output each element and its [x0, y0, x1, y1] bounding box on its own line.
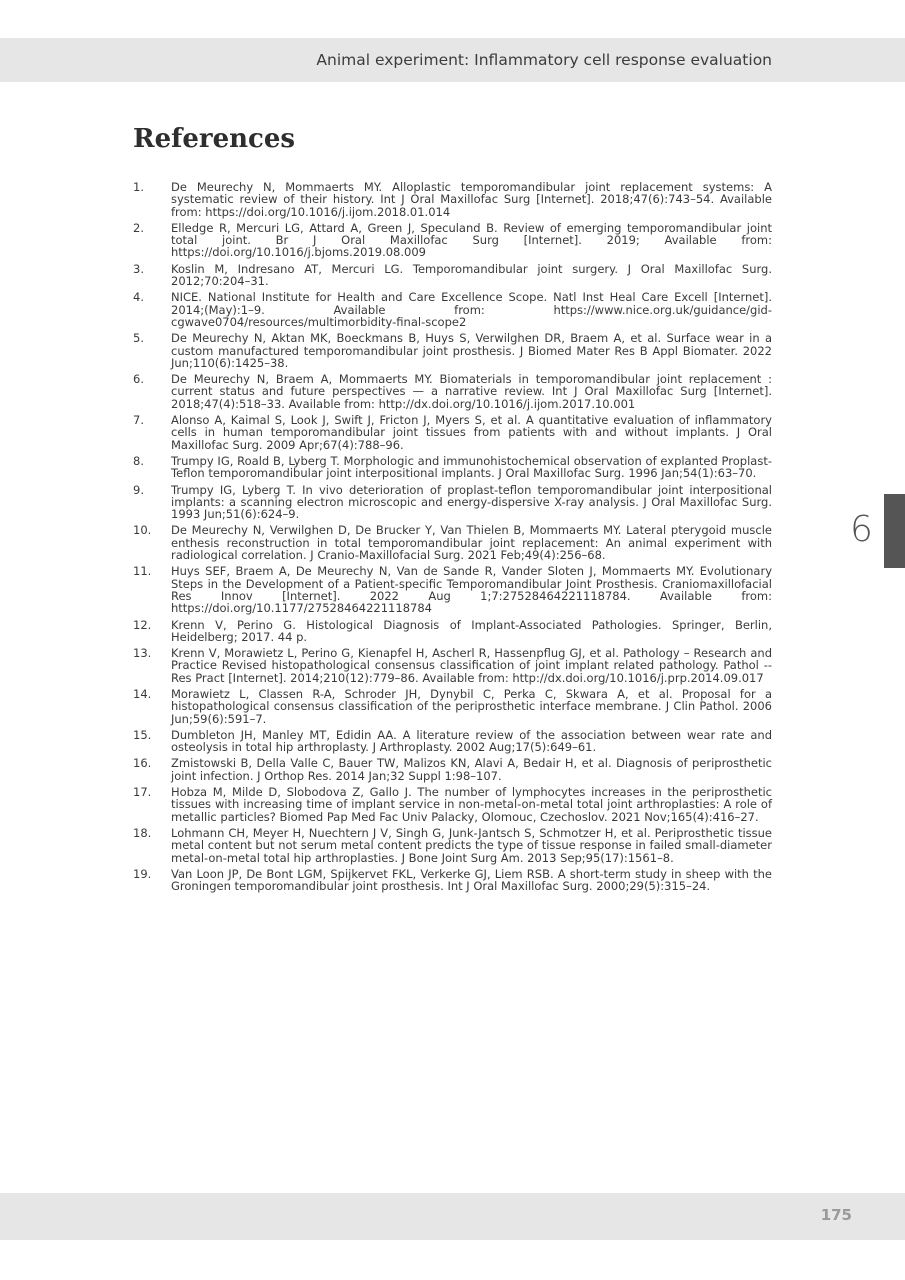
reference-item — [133, 414, 772, 451]
reference-item — [133, 263, 772, 288]
reference-text: Morawietz L, Classen R-A, Schroder JH, Dynybil C, Perka C, Skwara A, et al. Proposal for a histopathological consensus classification of the periprosthetic interface membrane. J Clin Pathol. 2006 Jun;59(6):591–7. — [171, 686, 772, 726]
reference-item — [133, 524, 772, 561]
reference-text: Koslin M, Indresano AT, Mercuri LG. Temporomandibular joint surgery. J Oral Maxillofac Surg. 2012;70:204–31. — [171, 261, 772, 289]
reference-number: 8. — [133, 453, 144, 468]
reference-text: De Meurechy N, Braem A, Mommaerts MY. Biomaterials in temporomandibular joint replacement : current status and future perspectives — a narrative review. Int J Oral Maxillofac Surg [Internet]. 2018;47(4):518–33. Available from: http://dx.doi.org/10.1016/j.ijom.2017.10.001 — [171, 372, 772, 411]
reference-item — [133, 565, 772, 614]
reference-item — [133, 222, 772, 259]
reference-text: De Meurechy N, Mommaerts MY. Alloplastic temporomandibular joint replacement systems: A systematic review of their history. Int J Oral Maxillofac Surg [Internet]. 2018;47(6):743–54. Available from: https://doi.org/10.1016/j.ijom.2018.01.014 — [171, 180, 772, 219]
reference-list — [133, 181, 772, 896]
reference-number: 7. — [133, 413, 144, 428]
reference-item — [133, 619, 772, 644]
reference-number: 5. — [133, 331, 144, 346]
reference-number: 13. — [133, 646, 152, 661]
chapter-number: 6 — [850, 509, 873, 550]
reference-number: 19. — [133, 866, 152, 881]
references-heading: References — [133, 124, 296, 154]
page-number: 175 — [820, 1206, 852, 1224]
reference-number: 14. — [133, 686, 152, 701]
reference-number: 17. — [133, 785, 152, 800]
reference-text: De Meurechy N, Aktan MK, Boeckmans B, Huys S, Verwilghen DR, Braem A, et al. Surface wear in a custom manufactured temporomandibular joint prosthesis. J Biomed Mater Res B Appl Biomater. 2022 Jun;110(6):1425–38. — [171, 331, 772, 370]
reference-item — [133, 868, 772, 893]
reference-item — [133, 455, 772, 480]
reference-text: Dumbleton JH, Manley MT, Edidin AA. A literature review of the association between wear rate and osteolysis in total hip arthroplasty. J Arthroplasty. 2002 Aug;17(5):649–61. — [171, 727, 772, 755]
reference-text: Trumpy IG, Roald B, Lyberg T. Morphologic and immunohistochemical observation of explanted Proplast-Teflon temporomandibular joint interpositional implants. J Oral Maxillofac Surg. 1996 Jan;54(1):63–70. — [171, 453, 772, 481]
reference-item — [133, 757, 772, 782]
reference-text: Trumpy IG, Lyberg T. In vivo deterioration of proplast-teflon temporomandibular joint interpositional implants: a scanning electron microscopic and energy-dispersive X-ray analysis. J Oral Maxillofac Surg. 1993 Jun;51(6):624–9. — [171, 482, 772, 522]
chapter-tab-marker — [884, 494, 905, 568]
reference-number: 4. — [133, 290, 144, 305]
reference-number: 10. — [133, 523, 152, 538]
reference-number: 18. — [133, 825, 152, 840]
reference-text: De Meurechy N, Verwilghen D, De Brucker Y, Van Thielen B, Mommaerts MY. Lateral pterygoid muscle enthesis reconstruction in total temporomandibular joint replacement: An animal experiment with radiological correlation. J Cranio-Maxillofacial Surg. 2021 Feb;49(4):256–68. — [171, 523, 772, 563]
reference-item — [133, 181, 772, 218]
reference-item — [133, 729, 772, 754]
reference-number: 3. — [133, 261, 144, 276]
page-footer — [0, 1193, 905, 1240]
reference-number: 16. — [133, 756, 152, 771]
reference-item — [133, 827, 772, 864]
reference-item — [133, 484, 772, 521]
reference-item — [133, 688, 772, 725]
reference-number: 1. — [133, 180, 144, 194]
reference-item — [133, 786, 772, 823]
reference-text: Krenn V, Morawietz L, Perino G, Kienapfel H, Ascherl R, Hassenpflug GJ, et al. Pathology – Research and Practice Revised histopathological consensus classification of joint implant related pathology. Pathol -- Res Pract [Internet]. 2014;210(12):779–86. Available from: http://dx.doi.org/10.1016/j.prp.2014.09.017 — [171, 646, 772, 685]
reference-text: Huys SEF, Braem A, De Meurechy N, Van de Sande R, Vander Sloten J, Mommaerts MY. Evolutionary Steps in the Development of a Patient-specific Temporomandibular Joint Prosthesis. Craniomaxillofacial Res Innov [Internet]. 2022 Aug 1;7:27528464221118784. Available from: https://doi.org/10.1177/27528464221118784 — [171, 564, 772, 616]
reference-number: 12. — [133, 617, 152, 632]
reference-number: 6. — [133, 372, 144, 387]
reference-number: 15. — [133, 727, 152, 742]
reference-text: Van Loon JP, De Bont LGM, Spijkervet FKL, Verkerke GJ, Liem RSB. A short-term study in sheep with the Groningen temporomandibular joint prosthesis. Int J Oral Maxillofac Surg. 2000;29(5):315–24. — [171, 866, 772, 894]
reference-item — [133, 373, 772, 410]
reference-text: Lohmann CH, Meyer H, Nuechtern J V, Singh G, Junk-Jantsch S, Schmotzer H, et al. Periprosthetic tissue metal content but not serum metal content predicts the type of tissue response in failed small-diameter metal-on-metal total hip arthroplasties. J Bone Joint Surg Am. 2013 Sep;95(17):1561–8. — [171, 825, 772, 865]
reference-text: Elledge R, Mercuri LG, Attard A, Green J, Speculand B. Review of emerging temporomandibular joint total joint. Br J Oral Maxillofac Surg [Internet]. 2019; Available from: https://doi.org/10.1016/j.bjoms.2019.08.009 — [171, 220, 772, 260]
reference-number: 2. — [133, 220, 144, 235]
reference-text: Zmistowski B, Della Valle C, Bauer TW, Malizos KN, Alavi A, Bedair H, et al. Diagnosis of periprosthetic joint infection. J Orthop Res. 2014 Jan;32 Suppl 1:98–107. — [171, 756, 772, 783]
reference-text: Hobza M, Milde D, Slobodova Z, Gallo J. The number of lymphocytes increases in the periprosthetic tissues with increasing time of implant service in non-metal-on-metal total joint arthroplasties: A role of metallic particles? Biomed Pap Med Fac Univ Palacky, Olomouc, Czechoslov. 2021 Nov;165(4):416–27. — [171, 785, 772, 824]
running-header-title: Animal experiment: Inflammatory cell response evaluation — [316, 51, 772, 69]
reference-number: 9. — [133, 482, 144, 497]
reference-item — [133, 647, 772, 684]
reference-item — [133, 291, 772, 328]
running-header — [0, 38, 905, 82]
reference-item — [133, 332, 772, 369]
reference-text: Alonso A, Kaimal S, Look J, Swift J, Fricton J, Myers S, et al. A quantitative evaluation of inflammatory cells in human temporomandibular joint tissues from patients with and without implants. J Oral Maxillofac Surg. 2009 Apr;67(4):788–96. — [171, 413, 772, 452]
reference-text: NICE. National Institute for Health and Care Excellence Scope. Natl Inst Heal Care Excell [Internet]. 2014;(May):1–9. Available from: https://www.nice.org.uk/guidance/gid-cgwave0704/resources/multimorbidity-final-scope2 — [171, 290, 772, 329]
reference-text: Krenn V, Perino G. Histological Diagnosis of Implant-Associated Pathologies. Springer, Berlin, Heidelberg; 2017. 44 p. — [171, 617, 772, 644]
reference-number: 11. — [133, 564, 152, 579]
